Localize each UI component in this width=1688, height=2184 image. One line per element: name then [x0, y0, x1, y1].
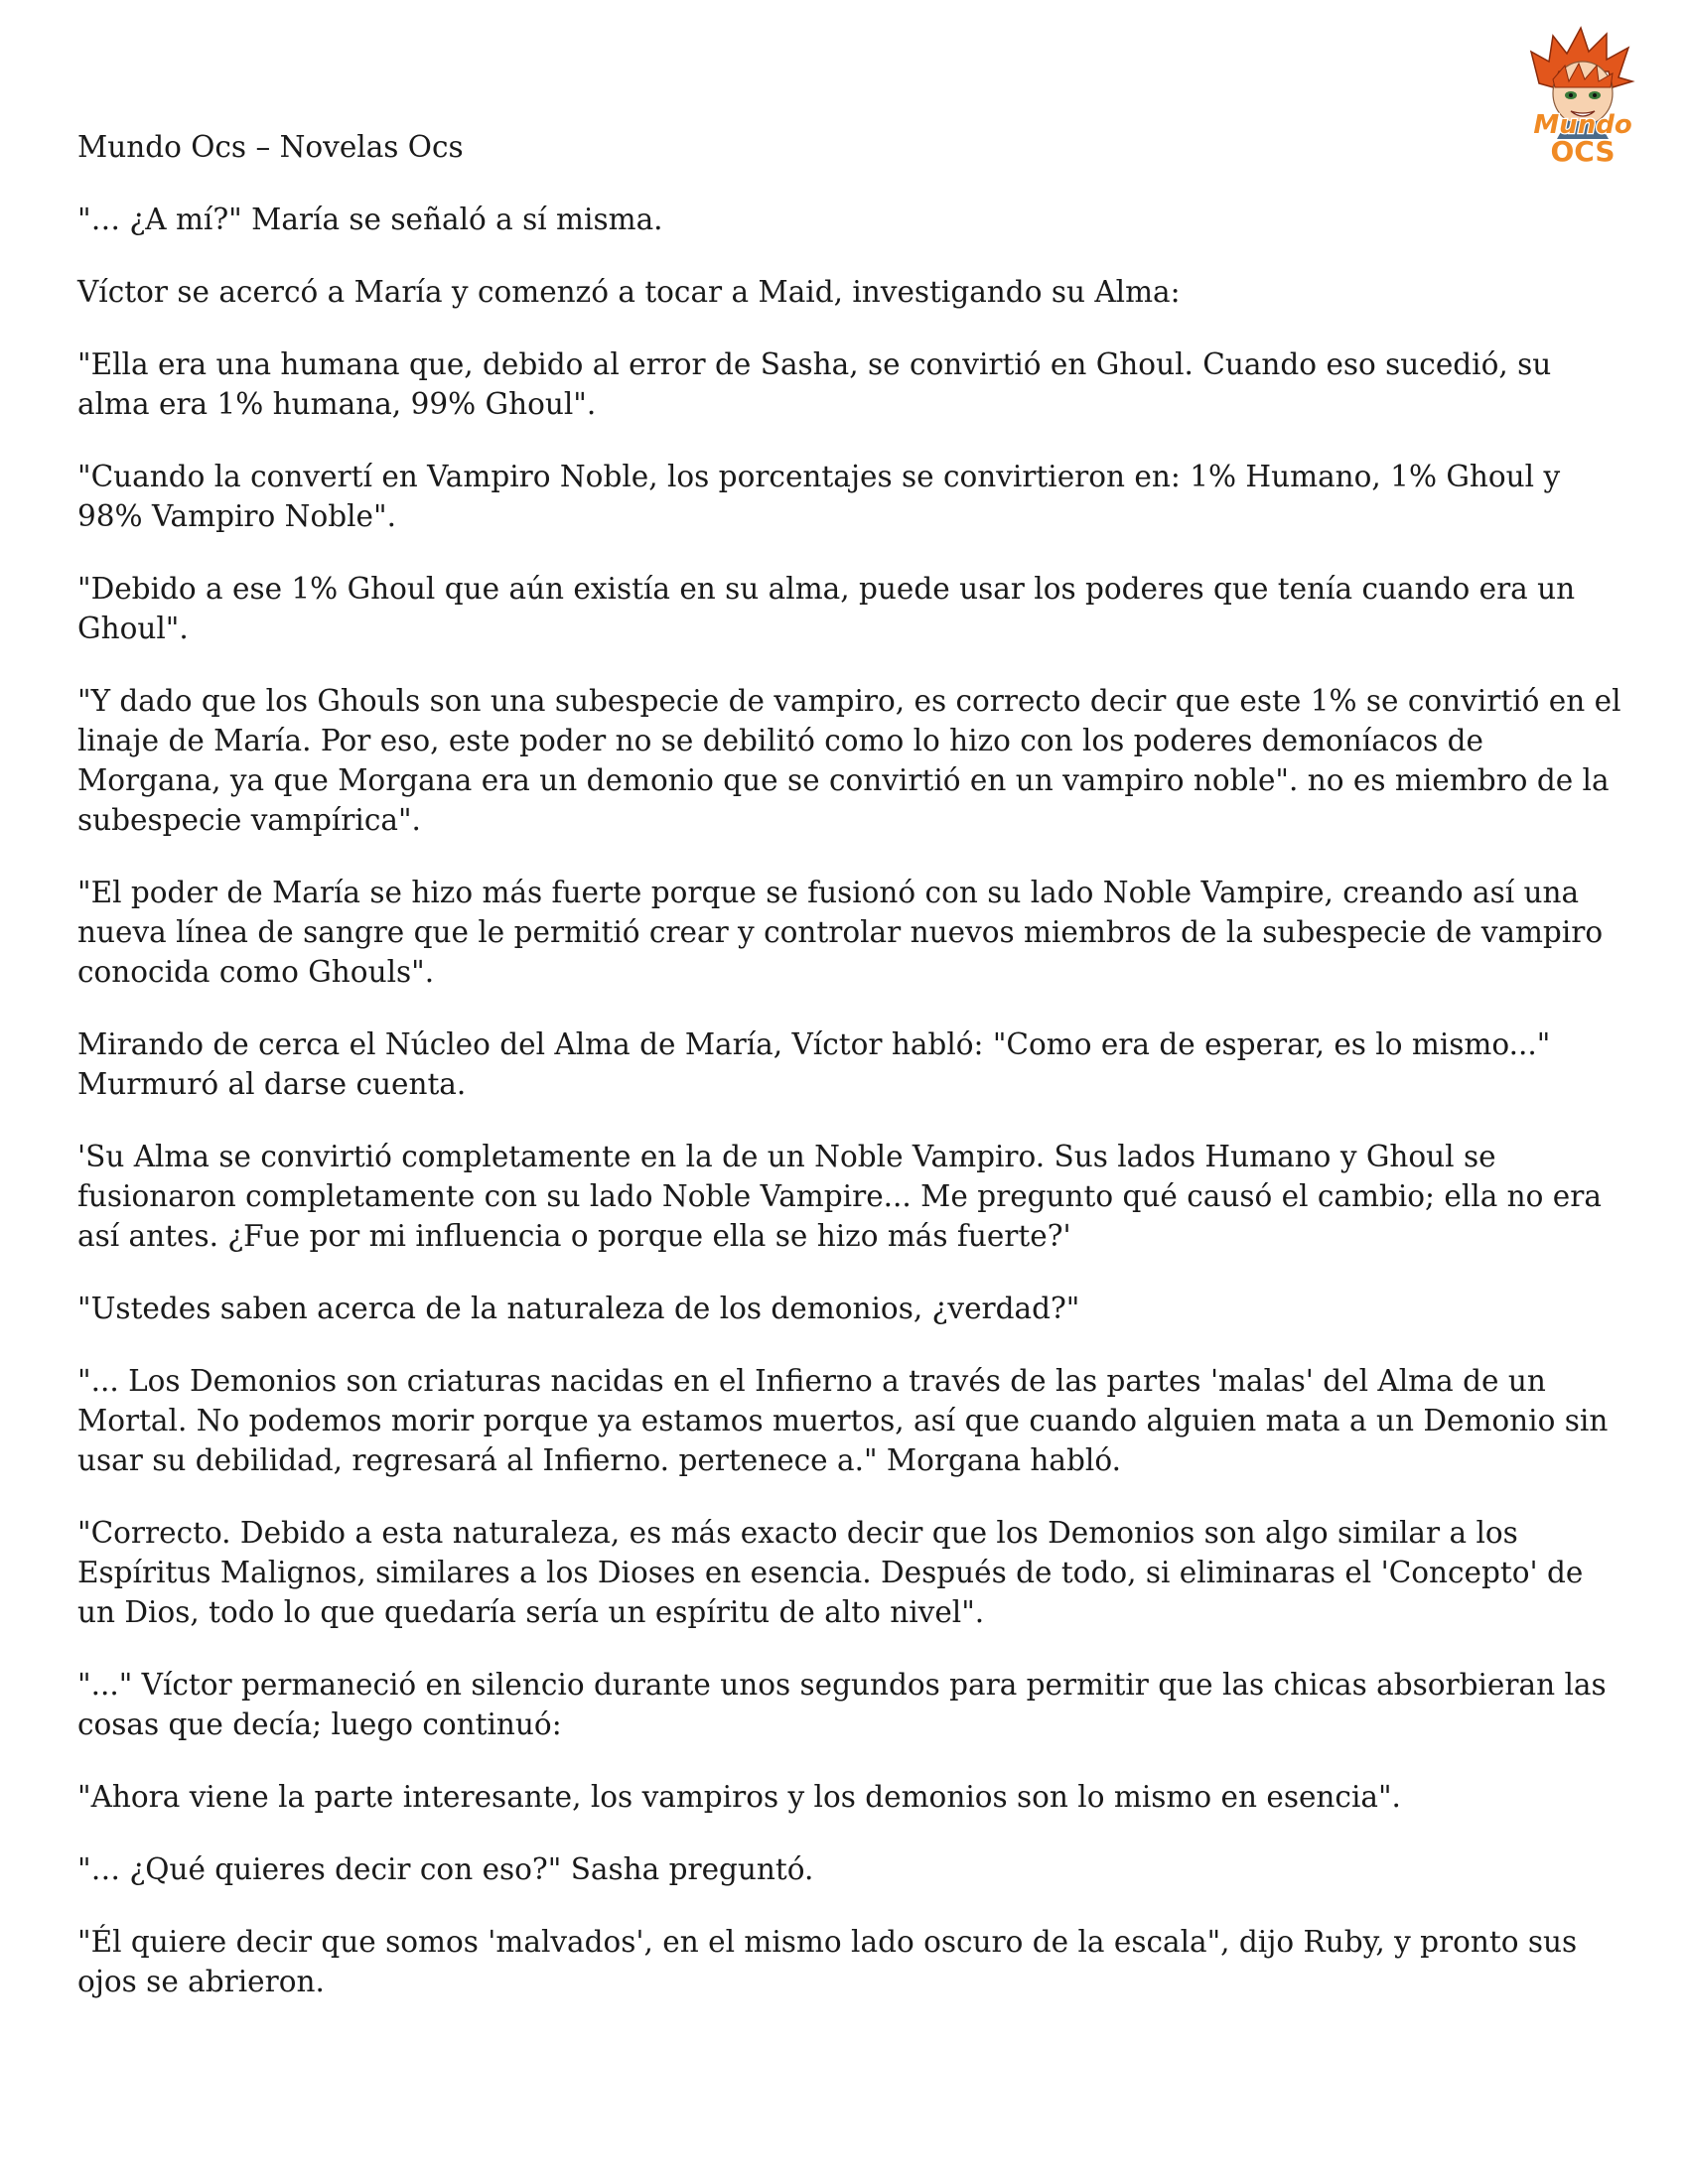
paragraph: Víctor se acercó a María y comenzó a tocar a Maid, investigando su Alma:: [77, 275, 1181, 309]
paragraph: "… ¿Qué quieres decir con eso?" Sasha preguntó.: [77, 1852, 814, 1886]
paragraph: 'Su Alma se convirtió completamente en la de un Noble Vampiro. Sus lados Humano y Ghoul se fusionaron completamente con su lado Noble Vampire... Me pregunto qué causó el cambio; ella no era así antes. ¿Fue por mi influencia o porque ella se hizo más fuerte?': [77, 1140, 1602, 1253]
paragraph: "Ahora viene la parte interesante, los vampiros y los demonios son lo mismo en esencia".: [77, 1780, 1401, 1814]
paragraph: "Correcto. Debido a esta naturaleza, es más exacto decir que los Demonios son algo similar a los Espíritus Malignos, similares a los Dioses en esencia. Después de todo, si eliminaras el 'Concepto' de un Dios, todo lo que quedaría sería un espíritu de alto nivel".: [77, 1516, 1584, 1629]
paragraph: "Cuando la convertí en Vampiro Noble, los porcentajes se convirtieron en: 1% Humano, 1% Ghoul y 98% Vampiro Noble".: [77, 460, 1561, 533]
logo-text-mundo: Mundo: [1533, 110, 1632, 140]
document-header: Mundo Ocs – Novelas Ocs: [77, 130, 464, 164]
paragraph: "Y dado que los Ghouls son una subespecie de vampiro, es correcto decir que este 1% se convirtió en el linaje de María. Por eso, este poder no se debilitó como lo hizo con los poderes demoníacos de Morgana, ya que Morgana era un demonio que se convirtió en un vampiro noble". no es miembro de la subespecie vampírica".: [77, 684, 1621, 837]
logo-text-ocs: OCS: [1550, 135, 1616, 168]
paragraph: "Él quiere decir que somos 'malvados', en el mismo lado oscuro de la escala", dijo Ruby, y pronto sus ojos se abrieron.: [77, 1925, 1578, 1998]
paragraph: Mirando de cerca el Núcleo del Alma de María, Víctor habló: "Como era de esperar, es lo mismo..." Murmuró al darse cuenta.: [77, 1027, 1551, 1101]
paragraph: "Ustedes saben acerca de la naturaleza de los demonios, ¿verdad?": [77, 1292, 1080, 1325]
paragraph: "Debido a ese 1% Ghoul que aún existía en su alma, puede usar los poderes que tenía cuando era un Ghoul".: [77, 572, 1576, 645]
paragraph: "Ella era una humana que, debido al error de Sasha, se convirtió en Ghoul. Cuando eso sucedió, su alma era 1% humana, 99% Ghoul".: [77, 347, 1552, 421]
paragraph: "El poder de María se hizo más fuerte porque se fusionó con su lado Noble Vampire, creando así una nueva línea de sangre que le permitió crear y controlar nuevos miembros de la subespecie de vampiro conocida como Ghouls".: [77, 876, 1604, 989]
document-body: [77, 127, 1626, 2034]
paragraph: "... Los Demonios son criaturas nacidas en el Infierno a través de las partes 'malas' del Alma de un Mortal. No podemos morir porque ya estamos muertos, así que cuando alguien mata a un Demonio sin usar su debilidad, regresará al Infierno. pertenece a." Morgana habló.: [77, 1364, 1609, 1477]
paragraph: "..." Víctor permaneció en silencio durante unos segundos para permitir que las chicas absorbieran las cosas que decía; luego continuó:: [77, 1668, 1607, 1741]
paragraph: "… ¿A mí?" María se señaló a sí misma.: [77, 203, 663, 236]
